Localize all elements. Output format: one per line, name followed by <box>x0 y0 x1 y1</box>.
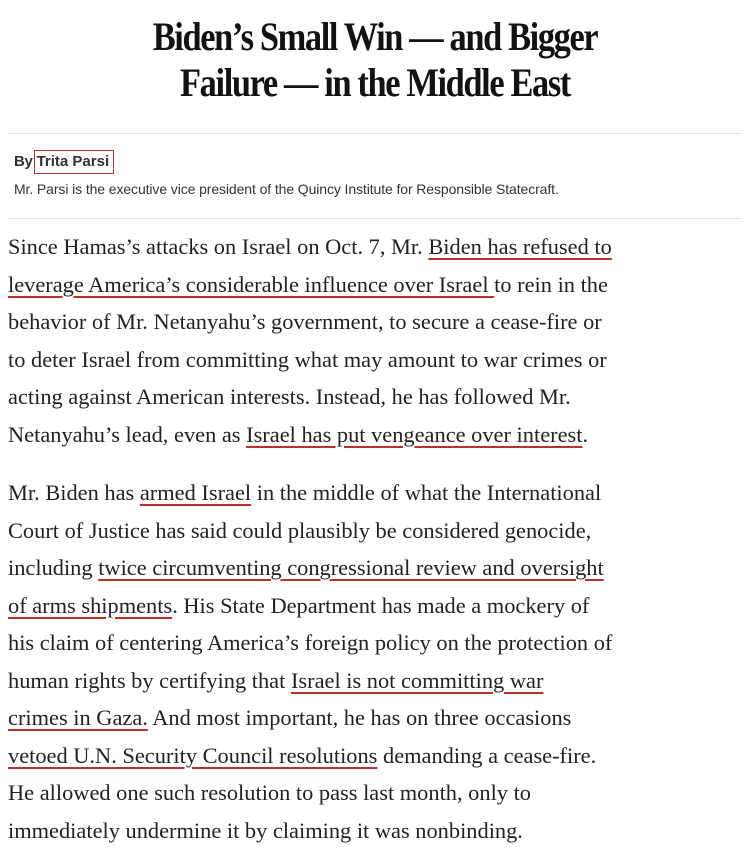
line-text: demanding a cease-fire. <box>377 742 597 768</box>
author-bio: Mr. Parsi is the executive vice president of the Quincy Institute for Responsible Statecraft. <box>14 181 559 197</box>
text-line: acting against American interests. Instead, he has followed Mr. <box>8 384 571 409</box>
paragraph-2 <box>8 474 750 849</box>
highlighted-phrase: of arms shipments <box>8 592 173 618</box>
headline <box>53 14 698 106</box>
highlighted-phrase: twice circumventing congressional review and oversight <box>98 555 604 580</box>
author-link[interactable]: Trita Parsi <box>34 150 115 174</box>
text-line <box>8 587 750 625</box>
highlighted-phrase: crimes in Gaza. <box>8 705 148 730</box>
text-line <box>8 416 750 454</box>
article-body <box>8 228 750 849</box>
text-line: He allowed one such resolution to pass last month, only to <box>8 780 531 805</box>
line-text: . His State Department has made a mockery of <box>172 592 590 618</box>
text-line <box>8 699 750 737</box>
paragraph-1 <box>8 228 750 453</box>
text-line: his claim of centering America’s foreign policy on the protection of <box>8 630 613 655</box>
highlighted-phrase: Israel has put vengeance over interest <box>246 421 583 447</box>
line-text: including <box>8 555 99 580</box>
headline-line-1: Biden’s Small Win — and Bigger <box>152 14 598 59</box>
line-text: Netanyahu’s lead, even as <box>8 421 247 447</box>
text-line <box>8 228 750 266</box>
line-text: Since Hamas’s attacks on Israel on Oct. 7, Mr. <box>8 234 429 259</box>
highlighted-phrase: armed Israel <box>139 480 252 505</box>
highlighted-phrase: Israel is not committing war <box>290 667 544 693</box>
line-text: human rights by certifying that <box>8 667 291 693</box>
text-line <box>8 737 750 775</box>
divider-top <box>8 133 742 134</box>
headline-line-2: Failure — in the Middle East <box>180 60 570 105</box>
text-line <box>8 549 750 587</box>
line-text: in the middle of what the International <box>251 480 602 505</box>
highlighted-phrase: leverage America’s considerable influence over Israel <box>8 271 495 297</box>
highlighted-phrase: Biden has refused to <box>428 234 612 259</box>
divider-bottom <box>8 218 742 219</box>
line-text: . <box>582 421 589 447</box>
text-line: to deter Israel from committing what may amount to war crimes or <box>8 346 607 372</box>
text-line <box>8 266 750 304</box>
line-text: And most important, he has on three occasions <box>147 705 572 730</box>
byline-prefix: By <box>14 153 33 170</box>
highlighted-phrase: vetoed U.N. Security Council resolutions <box>8 742 378 768</box>
text-line: Court of Justice has said could plausibly be considered genocide, <box>8 517 592 543</box>
text-line <box>8 474 750 512</box>
text-line <box>8 662 750 700</box>
text-line: behavior of Mr. Netanyahu’s government, to secure a cease-fire or <box>8 309 602 334</box>
line-text: Mr. Biden has <box>8 480 140 505</box>
line-text: to rein in the <box>494 271 608 297</box>
text-line: immediately undermine it by claiming it was nonbinding. <box>8 817 523 843</box>
byline <box>14 150 114 174</box>
